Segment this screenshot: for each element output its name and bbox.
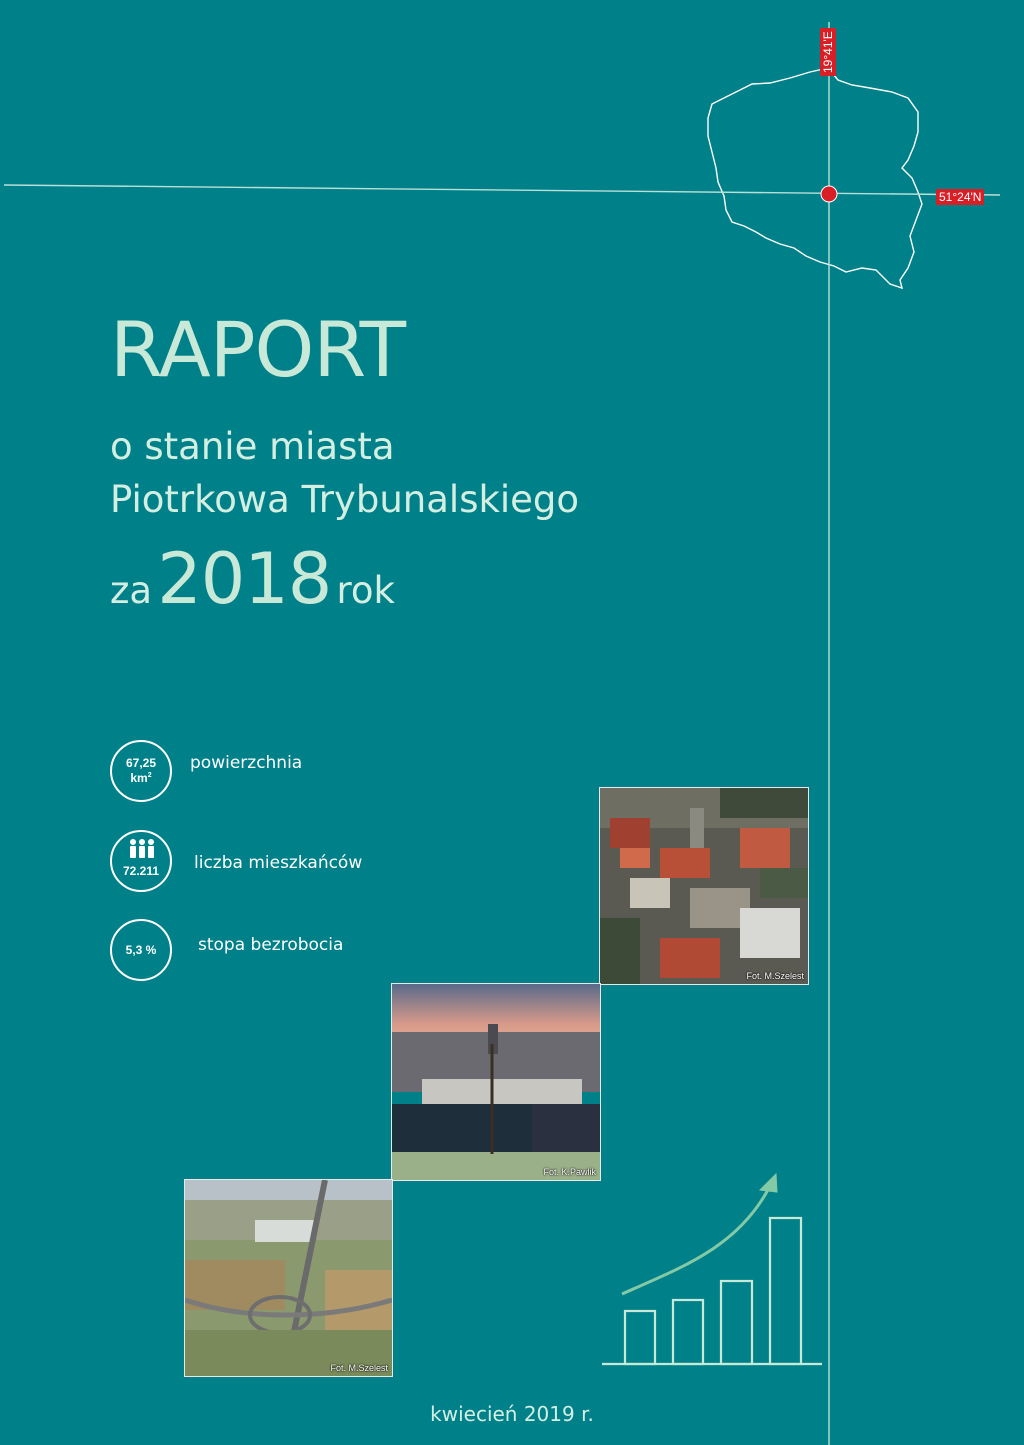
report-title: RAPORT (110, 305, 406, 394)
latitude-label: 51°24'N (936, 189, 984, 205)
footer-date: kwiecień 2019 r. (430, 1402, 594, 1426)
unemployment-label: stopa bezrobocia (198, 935, 344, 955)
area-circle-icon (110, 740, 172, 802)
year-suffix: rok (336, 569, 395, 612)
city-location-marker-icon (821, 186, 837, 202)
unemployment-value: 5,3 % (125, 943, 157, 957)
population-label: liczba mieszkańców (194, 853, 363, 873)
photo-aerial-old-town-image (600, 788, 808, 984)
photo-aerial-old-town (599, 787, 809, 985)
photo-credit-3: Fot. M.Szelest (330, 1363, 388, 1373)
photo-highway-interchange (184, 1179, 393, 1377)
area-unit (112, 771, 170, 785)
report-year: 2018 (157, 538, 332, 620)
population-value: 72.211 (122, 864, 160, 878)
photo-credit-2: Fot. K.Pawlik (543, 1167, 596, 1177)
photo-credit-1: Fot. M.Szelest (746, 971, 804, 981)
area-value: 67,25 (125, 756, 157, 770)
photo-building-sunset-image (392, 984, 600, 1180)
year-line (110, 538, 395, 618)
longitude-label: 19°41'E (820, 28, 836, 76)
area-unit-exponent: 2 (147, 772, 152, 779)
photo-highway-interchange-image (185, 1180, 392, 1376)
population-circle (110, 830, 172, 892)
photo-building-sunset (391, 983, 601, 1181)
subtitle-line-1: o stanie miasta (110, 425, 395, 468)
area-unit-text: km (130, 771, 148, 785)
percent-circle-icon (110, 919, 172, 981)
year-prefix: za (110, 569, 153, 612)
subtitle-line-2: Piotrkowa Trybunalskiego (110, 478, 580, 521)
area-label: powierzchnia (190, 753, 303, 773)
